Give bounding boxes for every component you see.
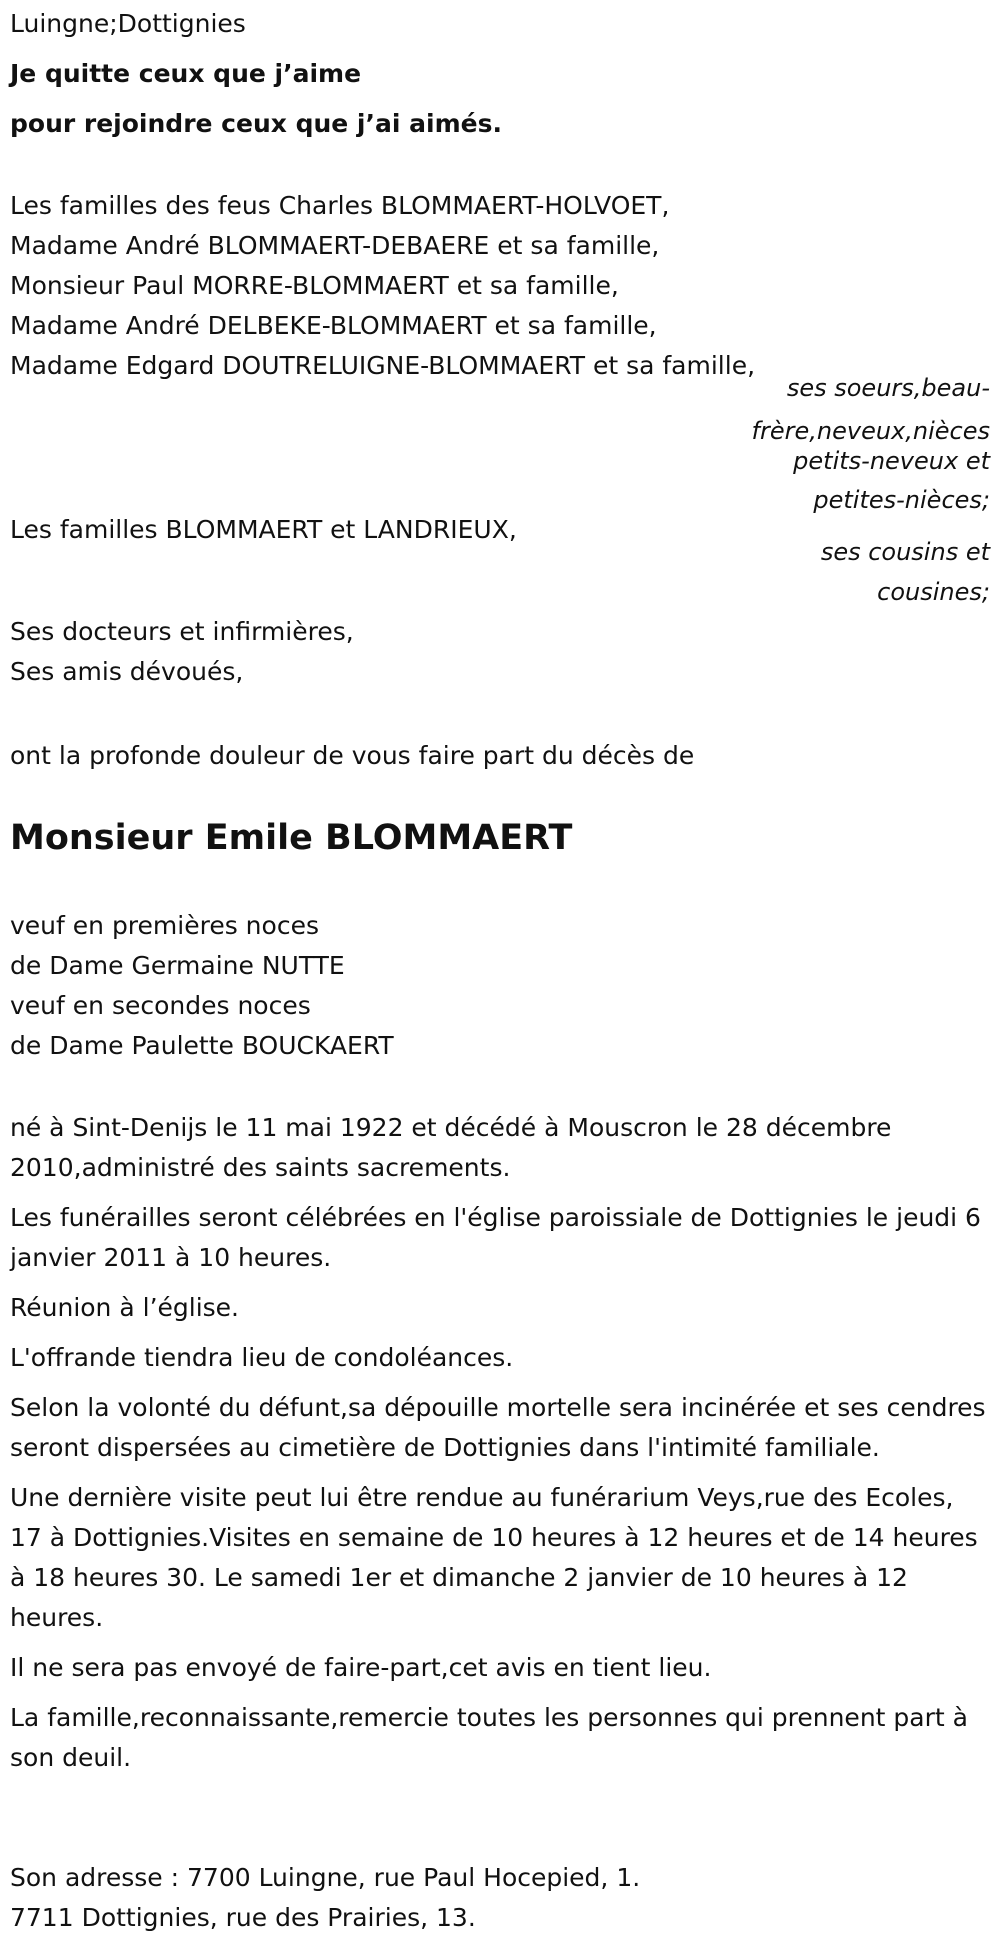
relation-line: petits-neveux et (793, 447, 990, 475)
widower-line: veuf en secondes noces (10, 991, 311, 1020)
details (10, 1108, 988, 1778)
address (10, 1858, 990, 1938)
widower-line: de Dame Paulette BOUCKAERT (10, 1031, 394, 1060)
deceased-name-text: Monsieur Emile BLOMMAERT (10, 818, 573, 858)
quote-line-1: Je quitte ceux que j’aime (10, 59, 362, 88)
location-text: Luingne;Dottignies (10, 9, 246, 38)
address-line: Son adresse : 7700 Luingne, rue Paul Hocepied, 1. (10, 1863, 641, 1892)
visit-paragraph: Une dernière visite peut lui être rendue au funérarium Veys,rue des Ecoles, 17 à Dottignies.Visites en semaine de 10 heures à 12 heures et de 14 heures à 18 heures 30. Le samedi 1er et dimanche 2 janvier de 10 heures à 12 heures. (10, 1483, 978, 1632)
relation-line: ses cousins et (820, 538, 990, 566)
families-list (10, 186, 990, 386)
header (10, 4, 990, 44)
family-line: Madame André BLOMMAERT-DEBAERE et sa famille, (10, 231, 660, 260)
relation-line: cousines; (877, 578, 990, 606)
relation-line: frère,neveux,nièces (751, 417, 990, 445)
no-notice-paragraph: Il ne sera pas envoyé de faire-part,cet avis en tient lieu. (10, 1653, 712, 1682)
others-line: Ses docteurs et infirmières, (10, 617, 354, 646)
family-line: Madame Edgard DOUTRELUIGNE-BLOMMAERT et sa famille, (10, 351, 756, 380)
announcement (10, 736, 990, 776)
deceased-name (10, 816, 990, 860)
relation-line: ses soeurs,beau- (786, 374, 990, 402)
family-line: Les familles des feus Charles BLOMMAERT-HOLVOET, (10, 191, 670, 220)
address-line: 7711 Dottignies, rue des Prairies, 13. (10, 1903, 476, 1932)
relation-line: petites-nièces; (813, 486, 990, 514)
others-line: Ses amis dévoués, (10, 657, 244, 686)
birth-death-paragraph: né à Sint-Denijs le 11 mai 1922 et décédé à Mouscron le 28 décembre 2010,administré des saints sacrements. (10, 1113, 892, 1182)
offering-paragraph: L'offrande tiendra lieu de condoléances. (10, 1343, 514, 1372)
quote (10, 54, 990, 144)
relation-siblings (752, 368, 990, 520)
relation-cousins (821, 532, 990, 612)
reunion-paragraph: Réunion à l’église. (10, 1293, 240, 1322)
family-line: Monsieur Paul MORRE-BLOMMAERT et sa famille, (10, 271, 619, 300)
widower-line: veuf en premières noces (10, 911, 319, 940)
funeral-paragraph: Les funérailles seront célébrées en l'église paroissiale de Dottignies le jeudi 6 janvier 2011 à 10 heures. (10, 1203, 981, 1272)
thanks-paragraph: La famille,reconnaissante,remercie toutes les personnes qui prennent part à son deuil. (10, 1703, 968, 1772)
cousins-family-text: Les familles BLOMMAERT et LANDRIEUX, (10, 515, 517, 544)
quote-line-2: pour rejoindre ceux que j’ai aimés. (10, 109, 502, 138)
widower-line: de Dame Germaine NUTTE (10, 951, 345, 980)
widower-info (10, 906, 990, 1066)
announcement-text: ont la profonde douleur de vous faire part du décès de (10, 741, 695, 770)
family-line: Madame André DELBEKE-BLOMMAERT et sa famille, (10, 311, 657, 340)
cremation-paragraph: Selon la volonté du défunt,sa dépouille mortelle sera incinérée et ses cendres seront dispersées au cimetière de Dottignies dans l'intimité familiale. (10, 1393, 986, 1462)
others-list (10, 612, 990, 692)
